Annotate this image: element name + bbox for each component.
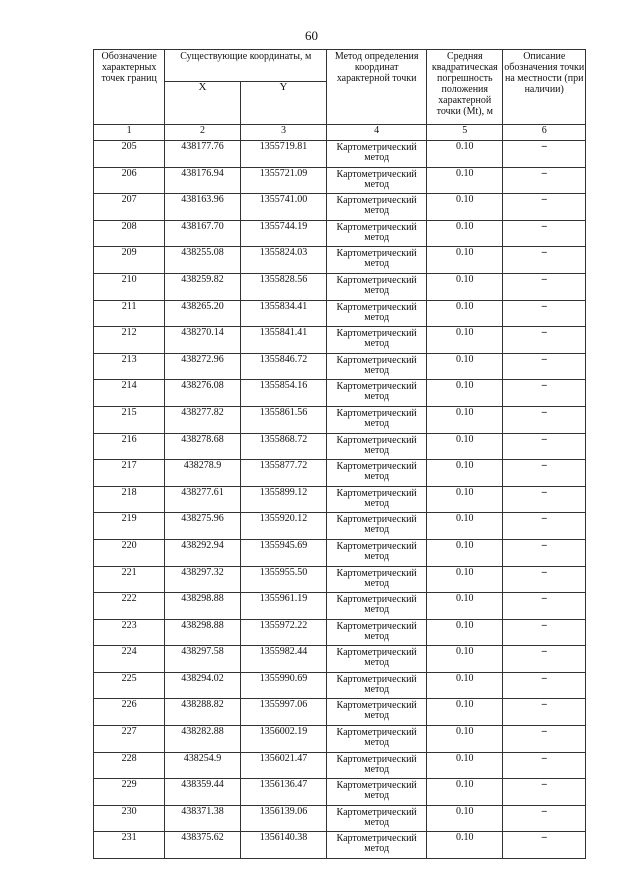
cell-x: 438270.14 (165, 327, 240, 354)
cell-x: 438298.88 (165, 593, 240, 620)
cell-method: Картометрический метод (327, 300, 427, 327)
cell-y: 1355828.56 (240, 273, 327, 300)
cell-description: – (503, 486, 586, 513)
cell-point: 229 (94, 779, 165, 806)
cell-description: – (503, 752, 586, 779)
cell-description: – (503, 353, 586, 380)
cell-x: 438359.44 (165, 779, 240, 806)
table-row (94, 726, 586, 753)
table-row (94, 486, 586, 513)
cell-error: 0.10 (427, 779, 503, 806)
table-row (94, 300, 586, 327)
column-number: 5 (427, 125, 503, 141)
cell-point: 220 (94, 539, 165, 566)
cell-y: 1355744.19 (240, 220, 327, 247)
header-method: Метод определения координат характерной точки (327, 50, 427, 125)
table-row (94, 433, 586, 460)
cell-x: 438254.9 (165, 752, 240, 779)
cell-description: – (503, 247, 586, 274)
cell-method: Картометрический метод (327, 513, 427, 540)
cell-error: 0.10 (427, 539, 503, 566)
column-number: 2 (165, 125, 240, 141)
table-row (94, 380, 586, 407)
cell-x: 438294.02 (165, 672, 240, 699)
cell-point: 228 (94, 752, 165, 779)
cell-point: 219 (94, 513, 165, 540)
cell-point: 208 (94, 220, 165, 247)
cell-description: – (503, 460, 586, 487)
cell-point: 227 (94, 726, 165, 753)
cell-point: 223 (94, 619, 165, 646)
cell-method: Картометрический метод (327, 486, 427, 513)
cell-method: Картометрический метод (327, 805, 427, 832)
cell-description: – (503, 433, 586, 460)
cell-error: 0.10 (427, 327, 503, 354)
cell-method: Картометрический метод (327, 699, 427, 726)
cell-method: Картометрический метод (327, 141, 427, 168)
cell-y: 1356136.47 (240, 779, 327, 806)
cell-error: 0.10 (427, 646, 503, 673)
cell-y: 1355841.41 (240, 327, 327, 354)
table-row (94, 832, 586, 859)
cell-x: 438259.82 (165, 273, 240, 300)
cell-description: – (503, 141, 586, 168)
cell-method: Картометрический метод (327, 539, 427, 566)
cell-method: Картометрический метод (327, 327, 427, 354)
cell-error: 0.10 (427, 300, 503, 327)
cell-description: – (503, 513, 586, 540)
cell-x: 438265.20 (165, 300, 240, 327)
cell-error: 0.10 (427, 406, 503, 433)
cell-y: 1355719.81 (240, 141, 327, 168)
cell-y: 1356140.38 (240, 832, 327, 859)
cell-description: – (503, 566, 586, 593)
cell-x: 438176.94 (165, 167, 240, 194)
cell-y: 1355868.72 (240, 433, 327, 460)
cell-y: 1355997.06 (240, 699, 327, 726)
cell-x: 438255.08 (165, 247, 240, 274)
page-number: 60 (305, 28, 318, 43)
cell-x: 438288.82 (165, 699, 240, 726)
table-row (94, 672, 586, 699)
cell-point: 231 (94, 832, 165, 859)
table-row (94, 805, 586, 832)
cell-point: 222 (94, 593, 165, 620)
table-row (94, 566, 586, 593)
table-row (94, 539, 586, 566)
cell-error: 0.10 (427, 220, 503, 247)
table-row (94, 327, 586, 354)
table-row (94, 273, 586, 300)
cell-point: 230 (94, 805, 165, 832)
cell-description: – (503, 699, 586, 726)
cell-x: 438278.68 (165, 433, 240, 460)
cell-error: 0.10 (427, 486, 503, 513)
cell-method: Картометрический метод (327, 832, 427, 859)
table-row (94, 646, 586, 673)
cell-method: Картометрический метод (327, 353, 427, 380)
cell-point: 218 (94, 486, 165, 513)
cell-x: 438163.96 (165, 194, 240, 221)
column-number-row (94, 125, 586, 141)
header-x: X (165, 82, 240, 125)
cell-x: 438276.08 (165, 380, 240, 407)
cell-y: 1356021.47 (240, 752, 327, 779)
cell-y: 1355877.72 (240, 460, 327, 487)
cell-error: 0.10 (427, 726, 503, 753)
cell-error: 0.10 (427, 672, 503, 699)
cell-method: Картометрический метод (327, 752, 427, 779)
cell-x: 438297.32 (165, 566, 240, 593)
table-row (94, 141, 586, 168)
cell-y: 1356002.19 (240, 726, 327, 753)
cell-point: 206 (94, 167, 165, 194)
cell-x: 438298.88 (165, 619, 240, 646)
table-row (94, 247, 586, 274)
cell-error: 0.10 (427, 460, 503, 487)
cell-description: – (503, 646, 586, 673)
cell-x: 438371.38 (165, 805, 240, 832)
cell-description: – (503, 300, 586, 327)
cell-x: 438297.58 (165, 646, 240, 673)
cell-method: Картометрический метод (327, 619, 427, 646)
cell-point: 226 (94, 699, 165, 726)
cell-point: 212 (94, 327, 165, 354)
cell-point: 207 (94, 194, 165, 221)
cell-point: 214 (94, 380, 165, 407)
cell-description: – (503, 273, 586, 300)
cell-method: Картометрический метод (327, 433, 427, 460)
cell-x: 438177.76 (165, 141, 240, 168)
cell-point: 209 (94, 247, 165, 274)
table-row (94, 353, 586, 380)
cell-method: Картометрический метод (327, 406, 427, 433)
cell-y: 1356139.06 (240, 805, 327, 832)
column-number: 6 (503, 125, 586, 141)
table-row (94, 752, 586, 779)
boundary-points-table (93, 49, 586, 859)
table-row (94, 699, 586, 726)
cell-error: 0.10 (427, 167, 503, 194)
cell-method: Картометрический метод (327, 380, 427, 407)
cell-y: 1355990.69 (240, 672, 327, 699)
cell-point: 225 (94, 672, 165, 699)
cell-method: Картометрический метод (327, 194, 427, 221)
cell-description: – (503, 327, 586, 354)
cell-point: 217 (94, 460, 165, 487)
cell-y: 1355721.09 (240, 167, 327, 194)
cell-y: 1355741.00 (240, 194, 327, 221)
cell-error: 0.10 (427, 380, 503, 407)
cell-description: – (503, 167, 586, 194)
cell-y: 1355945.69 (240, 539, 327, 566)
cell-method: Картометрический метод (327, 220, 427, 247)
cell-error: 0.10 (427, 619, 503, 646)
table-row (94, 406, 586, 433)
cell-error: 0.10 (427, 194, 503, 221)
table-row (94, 460, 586, 487)
cell-x: 438272.96 (165, 353, 240, 380)
cell-method: Картометрический метод (327, 247, 427, 274)
cell-description: – (503, 380, 586, 407)
cell-description: – (503, 805, 586, 832)
column-number: 4 (327, 125, 427, 141)
table-row (94, 194, 586, 221)
cell-description: – (503, 672, 586, 699)
cell-x: 438282.88 (165, 726, 240, 753)
header-y: Y (240, 82, 327, 125)
cell-method: Картометрический метод (327, 593, 427, 620)
cell-method: Картометрический метод (327, 726, 427, 753)
column-number: 1 (94, 125, 165, 141)
cell-error: 0.10 (427, 593, 503, 620)
table-row (94, 167, 586, 194)
cell-y: 1355899.12 (240, 486, 327, 513)
table-row (94, 513, 586, 540)
cell-point: 205 (94, 141, 165, 168)
cell-error: 0.10 (427, 805, 503, 832)
cell-method: Картометрический метод (327, 566, 427, 593)
cell-error: 0.10 (427, 752, 503, 779)
cell-description: – (503, 406, 586, 433)
cell-point: 211 (94, 300, 165, 327)
cell-error: 0.10 (427, 353, 503, 380)
cell-error: 0.10 (427, 832, 503, 859)
cell-description: – (503, 220, 586, 247)
cell-error: 0.10 (427, 141, 503, 168)
cell-y: 1355920.12 (240, 513, 327, 540)
cell-point: 221 (94, 566, 165, 593)
cell-x: 438375.62 (165, 832, 240, 859)
cell-y: 1355824.03 (240, 247, 327, 274)
cell-error: 0.10 (427, 566, 503, 593)
cell-y: 1355861.56 (240, 406, 327, 433)
header-description: Описание обозначения точки на местности (при наличии) (503, 50, 586, 125)
cell-method: Картометрический метод (327, 672, 427, 699)
cell-x: 438278.9 (165, 460, 240, 487)
cell-error: 0.10 (427, 433, 503, 460)
cell-description: – (503, 539, 586, 566)
cell-y: 1355955.50 (240, 566, 327, 593)
cell-point: 210 (94, 273, 165, 300)
cell-y: 1355961.19 (240, 593, 327, 620)
cell-description: – (503, 194, 586, 221)
cell-error: 0.10 (427, 513, 503, 540)
cell-description: – (503, 593, 586, 620)
table-row (94, 619, 586, 646)
cell-method: Картометрический метод (327, 167, 427, 194)
table-row (94, 220, 586, 247)
cell-x: 438277.82 (165, 406, 240, 433)
cell-y: 1355972.22 (240, 619, 327, 646)
table-row (94, 779, 586, 806)
cell-method: Картометрический метод (327, 460, 427, 487)
cell-method: Картометрический метод (327, 779, 427, 806)
cell-x: 438167.70 (165, 220, 240, 247)
cell-y: 1355834.41 (240, 300, 327, 327)
cell-description: – (503, 726, 586, 753)
cell-error: 0.10 (427, 273, 503, 300)
header-coordinates: Существующие координаты, м (165, 50, 327, 82)
cell-description: – (503, 779, 586, 806)
header-error: Средняя квадратическая погрешность положения характерной точки (Mt), м (427, 50, 503, 125)
cell-method: Картометрический метод (327, 273, 427, 300)
cell-y: 1355846.72 (240, 353, 327, 380)
cell-point: 213 (94, 353, 165, 380)
header-point: Обозначение характерных точек границ (94, 50, 165, 125)
cell-x: 438275.96 (165, 513, 240, 540)
cell-error: 0.10 (427, 699, 503, 726)
cell-method: Картометрический метод (327, 646, 427, 673)
cell-error: 0.10 (427, 247, 503, 274)
cell-point: 224 (94, 646, 165, 673)
cell-x: 438277.61 (165, 486, 240, 513)
cell-y: 1355854.16 (240, 380, 327, 407)
cell-y: 1355982.44 (240, 646, 327, 673)
column-number: 3 (240, 125, 327, 141)
cell-point: 215 (94, 406, 165, 433)
table-row (94, 593, 586, 620)
cell-description: – (503, 619, 586, 646)
cell-point: 216 (94, 433, 165, 460)
cell-x: 438292.94 (165, 539, 240, 566)
cell-description: – (503, 832, 586, 859)
